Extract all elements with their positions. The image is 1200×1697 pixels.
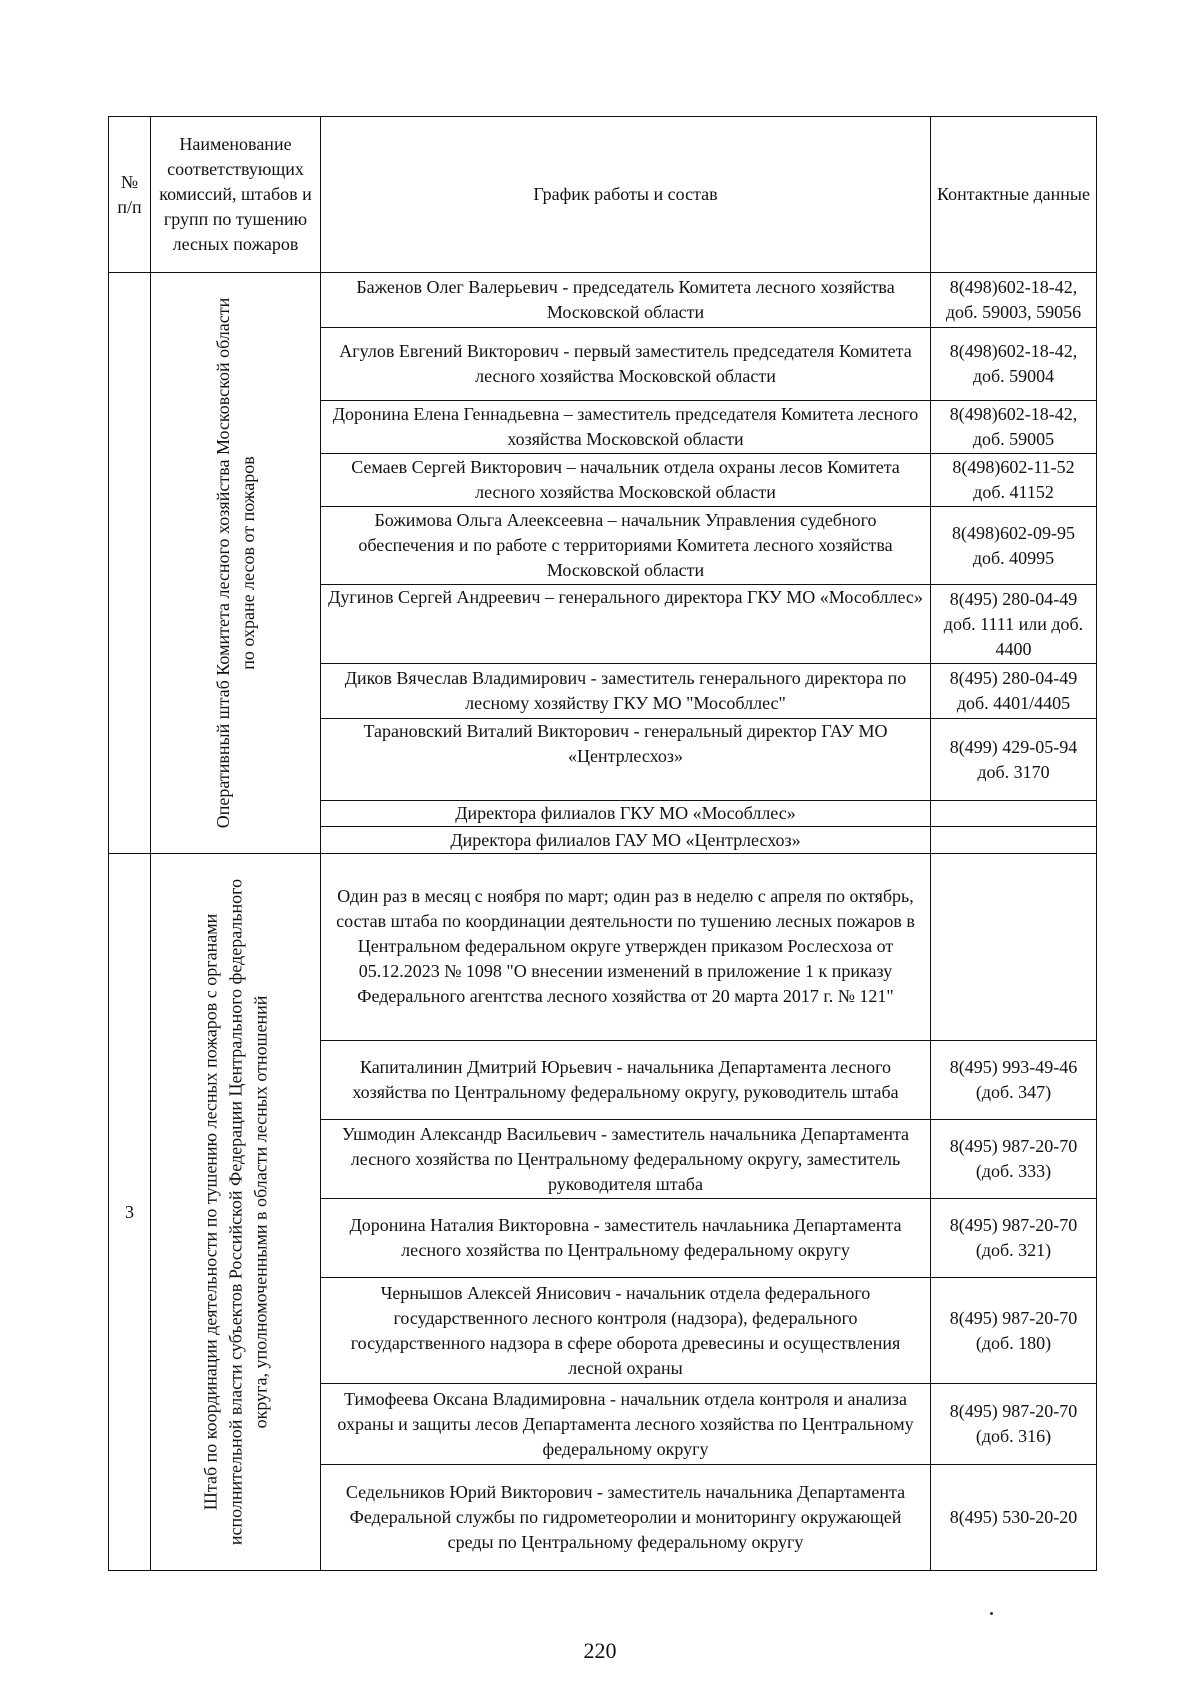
contact-cell: 8(495) 987-20-70 (доб. 180) (931, 1278, 1097, 1384)
member-cell: Тимофеева Оксана Владимировна - начальник отдела контроля и анализа охраны и защиты лесов Департамента лесного хозяйства по Центральному федеральному округу (321, 1384, 931, 1465)
member-cell: Агулов Евгений Викторович - первый заместитель председателя Комитета лесного хозяйства Московской области (321, 328, 931, 401)
contact-cell: 8(495) 987-20-70 (доб. 321) (931, 1199, 1097, 1278)
member-cell: Божимова Ольга Алеексеевна – начальник Управления судебного обеспечения и по работе с территориями Комитета лесного хозяйства Московской области (321, 507, 931, 584)
section2-title-cell (151, 854, 321, 1571)
section2-title: Штаб по координации деятельности по тушению лесных пожаров с органами исполнительной власти субъектов Российской Федерации Центрального федерального округа, уполномоченными в области лесных отношений (200, 878, 270, 1546)
header-num: № п/п (109, 117, 151, 273)
member-cell: Тарановский Виталий Викторович - генеральный директор ГАУ МО «Центрлесхоз» (321, 719, 931, 801)
table-row (109, 854, 1097, 1041)
page-number: 220 (583, 1638, 617, 1663)
section1-title: Оперативный штаб Комитета лесного хозяйства Московской области по охране лесов от пожаров (212, 297, 258, 829)
member-cell: Доронина Наталия Викторовна - заместитель начлаьника Департамента лесного хозяйства по Центральному федеральному округу (321, 1199, 931, 1278)
member-cell: Семаев Сергей Викторович – начальник отдела охраны лесов Комитета лесного хозяйства Московской области (321, 454, 931, 507)
contact-cell: 8(495) 280-04-49 доб. 4401/4405 (931, 664, 1097, 719)
contact-cell: 8(495) 987-20-70 (доб. 316) (931, 1384, 1097, 1465)
header-schedule: График работы и состав (321, 117, 931, 273)
contact-cell: 8(498)602-18-42, доб. 59004 (931, 328, 1097, 401)
member-cell: Диков Вячеслав Владимирович - заместитель генерального директора по лесному хозяйству ГКУ МО "Мособллес" (321, 664, 931, 719)
contact-cell: 8(498)602-11-52 доб. 41152 (931, 454, 1097, 507)
member-cell: Чернышов Алексей Янисович - начальник отдела федерального государственного лесного контроля (надзора), федерального государственного надзора в сфере оборота древесины и осуществления лесной охраны (321, 1278, 931, 1384)
contact-cell (931, 827, 1097, 854)
member-cell: Ушмодин Александр Васильевич - заместитель начальника Департамента лесного хозяйства по Центральному федеральному округу, заместитель руководителя штаба (321, 1120, 931, 1199)
section1-number (109, 273, 151, 854)
contact-cell: 8(499) 429-05-94 доб. 3170 (931, 719, 1097, 801)
contact-cell (931, 854, 1097, 1041)
member-cell: Директора филиалов ГКУ МО «Мособллес» (321, 800, 931, 827)
table-header-row (109, 117, 1097, 273)
contact-cell: 8(495) 987-20-70 (доб. 333) (931, 1120, 1097, 1199)
member-cell: Дугинов Сергей Андреевич – генерального директора ГКУ МО «Мособллес» (321, 584, 931, 664)
contact-cell: 8(495) 530-20-20 (931, 1465, 1097, 1571)
table-row (109, 273, 1097, 328)
staff-table (108, 116, 1097, 1571)
contact-cell (931, 800, 1097, 827)
contact-cell: 8(498)602-09-95 доб. 40995 (931, 507, 1097, 584)
member-cell: Доронина Елена Геннадьевна – заместитель председателя Комитета лесного хозяйства Московской области (321, 401, 931, 454)
header-name: Наименование соответствующих комиссий, штабов и групп по тушению лесных пожаров (151, 117, 321, 273)
member-cell: Седельников Юрий Викторович - заместитель начальника Департамента Федеральной службы по гидрометеоролии и мониторингу окружающей среды по Центральному федеральному округу (321, 1465, 931, 1571)
section1-title-cell (151, 273, 321, 854)
section2-number: 3 (109, 854, 151, 1571)
member-cell: Баженов Олег Валерьевич - председатель Комитета лесного хозяйства Московской области (321, 273, 931, 328)
contact-cell: 8(498)602-18-42, доб. 59003, 59056 (931, 273, 1097, 328)
contact-cell: 8(495) 280-04-49 доб. 1111 или доб. 4400 (931, 584, 1097, 664)
member-cell: Директора филиалов ГАУ МО «Центрлесхоз» (321, 827, 931, 854)
schedule-cell: Один раз в месяц с ноября по март; один раз в неделю с апреля по октябрь, состав штаба по координации деятельности по тушению лесных пожаров в Центральном федеральном округе утвержден приказом Рослесхоза от 05.12.2023 № 1098 "О внесении изменений в приложение 1 к приказу Федерального агентства лесного хозяйства от 20 марта 2017 г. № 121" (321, 854, 931, 1041)
header-contacts: Контактные данные (931, 117, 1097, 273)
contact-cell: 8(498)602-18-42, доб. 59005 (931, 401, 1097, 454)
member-cell: Капиталинин Дмитрий Юрьевич - начальника Департамента лесного хозяйства по Центральному федеральному округу, руководитель штаба (321, 1040, 931, 1119)
contact-cell: 8(495) 993-49-46 (доб. 347) (931, 1040, 1097, 1119)
scan-speck (990, 1612, 993, 1615)
